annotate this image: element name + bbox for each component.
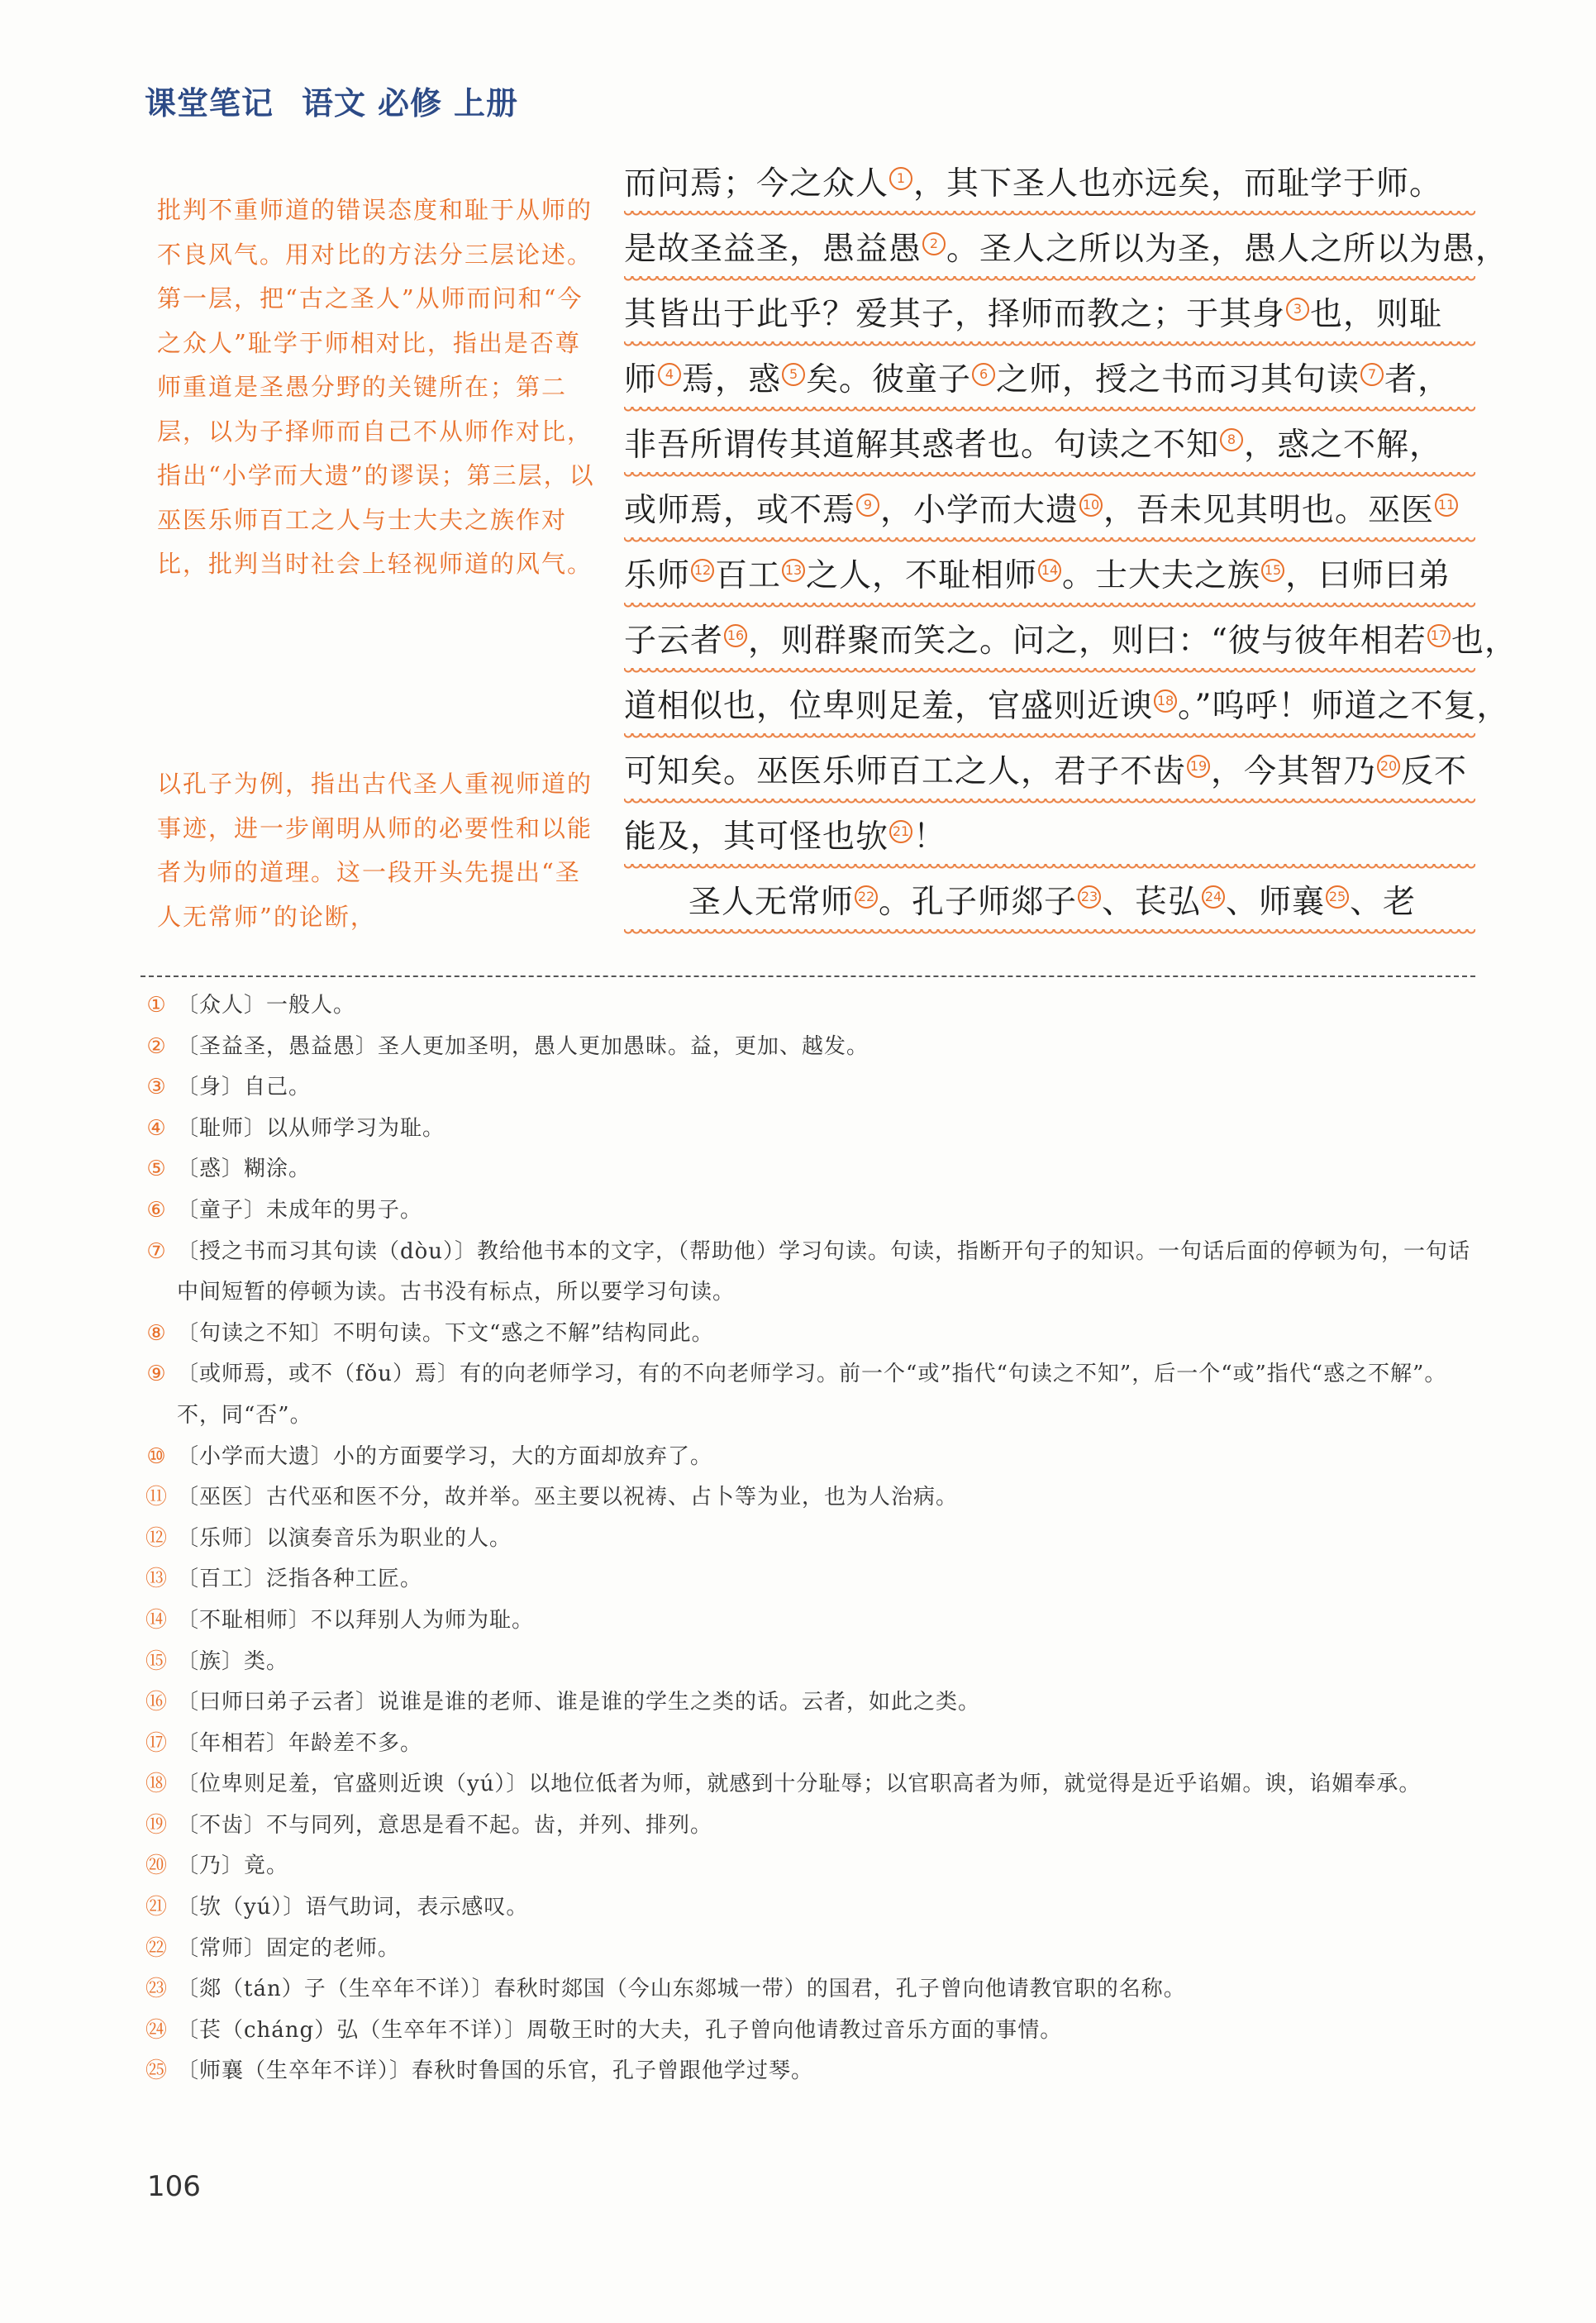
footnote-number: ㉕ [145,2058,167,2084]
footnote-text: 〔不耻相师〕不以拜别人为师为耻。 [177,1607,535,1633]
passage-line [624,286,1475,351]
footnote-marker: 16 [724,624,747,647]
footnote-text: 〔众人〕一般人。 [177,993,356,1018]
footnote-text: 〔欤（yú）〕语气助词，表示感叹。 [177,1895,529,1920]
footnote-number: ⑲ [145,1812,167,1838]
footnote-text: 〔耻师〕以从师学习为耻。 [177,1115,445,1141]
footnote-item [142,1314,1481,1355]
passage-text: 乐师 [624,557,691,594]
footnote-item [142,1846,1481,1887]
passage-line [624,221,1509,286]
footnote-number: ⑩ [146,1443,166,1469]
passage-text: 。圣人之所以为圣，愚人之所以为愚， [946,231,1509,268]
passage-text: 也， [1451,622,1517,660]
header-subject: 语文 [302,85,367,122]
passage-text: 。士大夫之族 [1062,557,1261,594]
footnote-marker: 8 [1220,428,1243,451]
footnote-text: 〔曰师曰弟子云者〕说谁是谁的老师、谁是谁的学生之类的话。云者，如此之类。 [177,1690,981,1715]
footnote-number: ㉓ [145,1977,167,2002]
passage-text: 是故圣益圣，愚益愚 [624,231,922,268]
passage-text: 能及，其可怪也欤 [624,818,889,856]
footnote-number: ⑦ [146,1238,166,1264]
page-header [145,78,546,123]
footnote-number: ⑧ [146,1320,166,1346]
footnote-marker: 22 [855,885,878,909]
footnote-marker: 7 [1360,363,1384,386]
footnote-text: 〔不齿〕不与同列，意思是看不起。齿，并列、排列。 [177,1812,713,1838]
footnote-text: 〔乐师〕以演奏音乐为职业的人。 [177,1525,512,1551]
footnote-item [142,1354,1481,1436]
footnote-marker: 14 [1038,559,1061,582]
footnote-number: ⑮ [145,1648,167,1674]
footnote-marker: 11 [1435,494,1458,517]
footnote-marker: 20 [1377,755,1400,778]
header-category: 必修 [378,85,443,122]
footnote-item [142,1600,1481,1642]
footnote-item [142,1437,1481,1478]
footnote-number: ⑬ [145,1567,167,1592]
footnote-text: 〔常师〕固定的老师。 [177,1935,401,1961]
main-passage [624,155,1517,939]
passage-text: ，则群聚而笑之。问之，则曰：“彼与彼年相若 [748,622,1427,660]
footnote-text: 〔童子〕未成年的男子。 [177,1197,423,1223]
footnote-marker: 25 [1326,885,1349,909]
side-note-1: 批判不重师道的错误态度和耻于从师的不良风气。用对比的方法分三层论述。第一层，把“古之圣人”从师而问和“今之众人”耻学于师相对比，指出是否尊师重道是圣愚分野的关键所在；第二层，以为子择师而自己不从师作对比，指出“小学而大遗”的谬误；第三层，以巫医乐师百工之人与士大夫之族作对比，批判当时社会上轻视师道的风气。 [157,196,595,578]
footnote-marker: 4 [658,363,681,386]
footnote-marker: 17 [1427,624,1451,647]
footnote-text: 〔小学而大遗〕小的方面要学习，大的方面却放弃了。 [177,1443,713,1469]
footnote-item [142,1642,1481,1683]
passage-text: 之师，授之书而习其句读 [996,361,1360,398]
footnote-number: ⑪ [145,1485,167,1510]
footnote-marker: 12 [691,559,714,582]
footnote-number: ⑫ [145,1525,167,1551]
footnote-number: ⑭ [145,1607,167,1633]
passage-line [624,809,1475,874]
footnote-marker: 10 [1079,494,1103,517]
passage-text: 也，则耻 [1310,296,1443,333]
passage-text: ，吾未见其明也。巫医 [1103,492,1435,529]
passage-text: 、老 [1350,884,1417,921]
page-number: 106 [147,2170,201,2203]
passage-text: 而问焉；今之众人 [624,165,889,203]
footnote-item [142,1067,1481,1109]
footnote-text: 〔或师焉，或不（fǒu）焉〕有的向老师学习，有的不向老师学习。前一个“或”指代“句读之不知”，后一个“或”指代“惑之不解”。不，同“否”。 [177,1362,1447,1428]
footnote-text: 〔郯（tán）子（生卒年不详）〕春秋时郯国（今山东郯城一带）的国君，孔子曾向他请教官职的名称。 [177,1977,1186,2002]
passage-line [624,155,1475,221]
passage-text: ，今其智乃 [1211,753,1377,790]
side-note-2: 以孔子为例，指出古代圣人重视师道的事迹，进一步阐明从师的必要性和以能者为师的道理。这一段开头先提出“圣人无常师”的论断， [157,770,593,931]
footnote-text: 〔苌（cháng）弘（生卒年不详）〕周敬王时的大夫，孔子曾向他请教过音乐方面的事情。 [177,2017,1063,2043]
passage-text: 。”呜呼！师道之不复， [1178,688,1510,725]
footnote-number: ⑳ [145,1853,167,1879]
footnote-item [142,1190,1481,1232]
passage-text: ！ [913,818,947,856]
footnote-number: ⑯ [145,1690,167,1715]
divider [141,975,1475,977]
passage-text: 、苌弘 [1102,884,1202,921]
footnote-item [142,1682,1481,1724]
footnote-item [142,1887,1481,1929]
footnote-marker: 24 [1202,885,1225,909]
passage-text: 圣人无常师 [688,884,855,921]
footnote-number: ④ [146,1115,166,1141]
footnote-marker: 1 [889,167,912,190]
passage-line [624,613,1517,678]
footnote-number: ② [146,1033,166,1059]
passage-line [624,547,1475,613]
footnote-text: 〔句读之不知〕不明句读。下文“惑之不解”结构同此。 [177,1320,714,1346]
passage-text: 可知矣。巫医乐师百工之人，君子不齿 [624,753,1187,790]
footnote-number: ③ [146,1075,166,1100]
footnote-text: 〔百工〕泛指各种工匠。 [177,1567,423,1592]
footnote-number: ⑰ [145,1730,167,1756]
footnote-item [142,1027,1481,1068]
passage-line [624,482,1475,547]
passage-text: ，曰师曰弟 [1285,557,1451,594]
passage-text: ，其下圣人也亦远矣，而耻学于师。 [913,165,1443,203]
footnote-marker: 3 [1286,298,1309,321]
footnote-number: ⑤ [146,1157,166,1182]
footnote-number: ㉑ [145,1895,167,1920]
passage-line [624,351,1475,417]
footnote-item [142,1969,1481,2011]
footnote-item [142,2011,1481,2052]
footnote-marker: 23 [1078,885,1101,909]
footnote-text: 〔授之书而习其句读（dòu）〕教给他书本的文字，（帮助他）学习句读。句读，指断开句子的知识。一句话后面的停顿为句，一句话中间短暂的停顿为读。古书没有标点，所以要学习句读。 [177,1238,1471,1305]
passage-line [624,678,1510,743]
passage-line [624,874,1475,939]
passage-text: 其皆出于此乎？爱其子，择师而教之；于其身 [624,296,1286,333]
passage-text: 或师焉，或不焉 [624,492,856,529]
footnote-marker: 21 [889,820,912,843]
passage-text: 、师襄 [1226,884,1326,921]
passage-text: 之人，不耻相师 [806,557,1038,594]
footnote-number: ⑱ [145,1772,167,1797]
footnote-item [142,1764,1481,1805]
passage-text: 道相似也，位卑则足羞，官盛则近谀 [624,688,1154,725]
footnote-number: ⑥ [146,1197,166,1223]
footnote-number: ㉒ [145,1935,167,1961]
passage-text: 矣。彼童子 [806,361,972,398]
passage-line [624,417,1475,482]
footnote-text: 〔身〕自己。 [177,1075,312,1100]
footnote-number: ⑨ [146,1362,166,1387]
passage-text: 子云者 [624,622,724,660]
passage-line [624,743,1475,809]
footnote-item [142,1477,1481,1519]
footnote-number: ㉔ [145,2017,167,2043]
footnote-item [142,1929,1481,1970]
passage-text: 。孔子师郯子 [879,884,1078,921]
footnote-item [142,1519,1481,1560]
footnote-text: 〔圣益圣，愚益愚〕圣人更加圣明，愚人更加愚昧。益，更加、越发。 [177,1033,869,1059]
footnote-item [142,1149,1481,1190]
footnote-text: 〔惑〕糊涂。 [177,1157,312,1182]
footnote-marker: 5 [782,363,805,386]
footnote-marker: 19 [1187,755,1210,778]
footnote-marker: 2 [922,232,946,255]
footnote-item [142,1109,1481,1150]
passage-text: 师 [624,361,658,398]
passage-text: 焉，惑 [682,361,782,398]
footnote-text: 〔年相若〕年龄差不多。 [177,1730,423,1756]
footnote-item [142,1232,1481,1314]
footnote-text: 〔师襄（生卒年不详）〕春秋时鲁国的乐官，孔子曾跟他学过琴。 [177,2058,814,2084]
footnote-marker: 6 [972,363,995,386]
header-series: 课堂笔记 [145,85,274,122]
footnote-text: 〔族〕类。 [177,1648,289,1674]
footnote-marker: 18 [1154,689,1177,713]
footnote-marker: 9 [856,494,879,517]
footnote-text: 〔位卑则足羞，官盛则近谀（yú）〕以地位低者为师，就感到十分耻辱；以官职高者为师，就觉得是近乎谄媚。谀，谄媚奉承。 [177,1772,1422,1797]
footnotes [142,985,1481,2092]
footnote-item [142,1724,1481,1765]
footnote-item [142,985,1481,1027]
footnote-number: ① [146,993,166,1018]
footnote-text: 〔乃〕竟。 [177,1853,289,1879]
passage-text: 百工 [715,557,782,594]
header-volume: 上册 [454,85,519,122]
footnote-marker: 13 [782,559,805,582]
passage-text: ，小学而大遗 [880,492,1079,529]
passage-text: 者， [1384,361,1451,398]
passage-text: 非吾所谓传其道解其惑者也。句读之不知 [624,427,1220,464]
footnote-item [142,1559,1481,1600]
footnote-text: 〔巫医〕古代巫和医不分，故并举。巫主要以祝祷、占卜等为业，也为人治病。 [177,1485,959,1510]
footnote-marker: 15 [1261,559,1284,582]
passage-text: 反不 [1401,753,1468,790]
footnote-item [142,2051,1481,2092]
passage-text: ，惑之不解， [1244,427,1443,464]
footnote-item [142,1805,1481,1847]
